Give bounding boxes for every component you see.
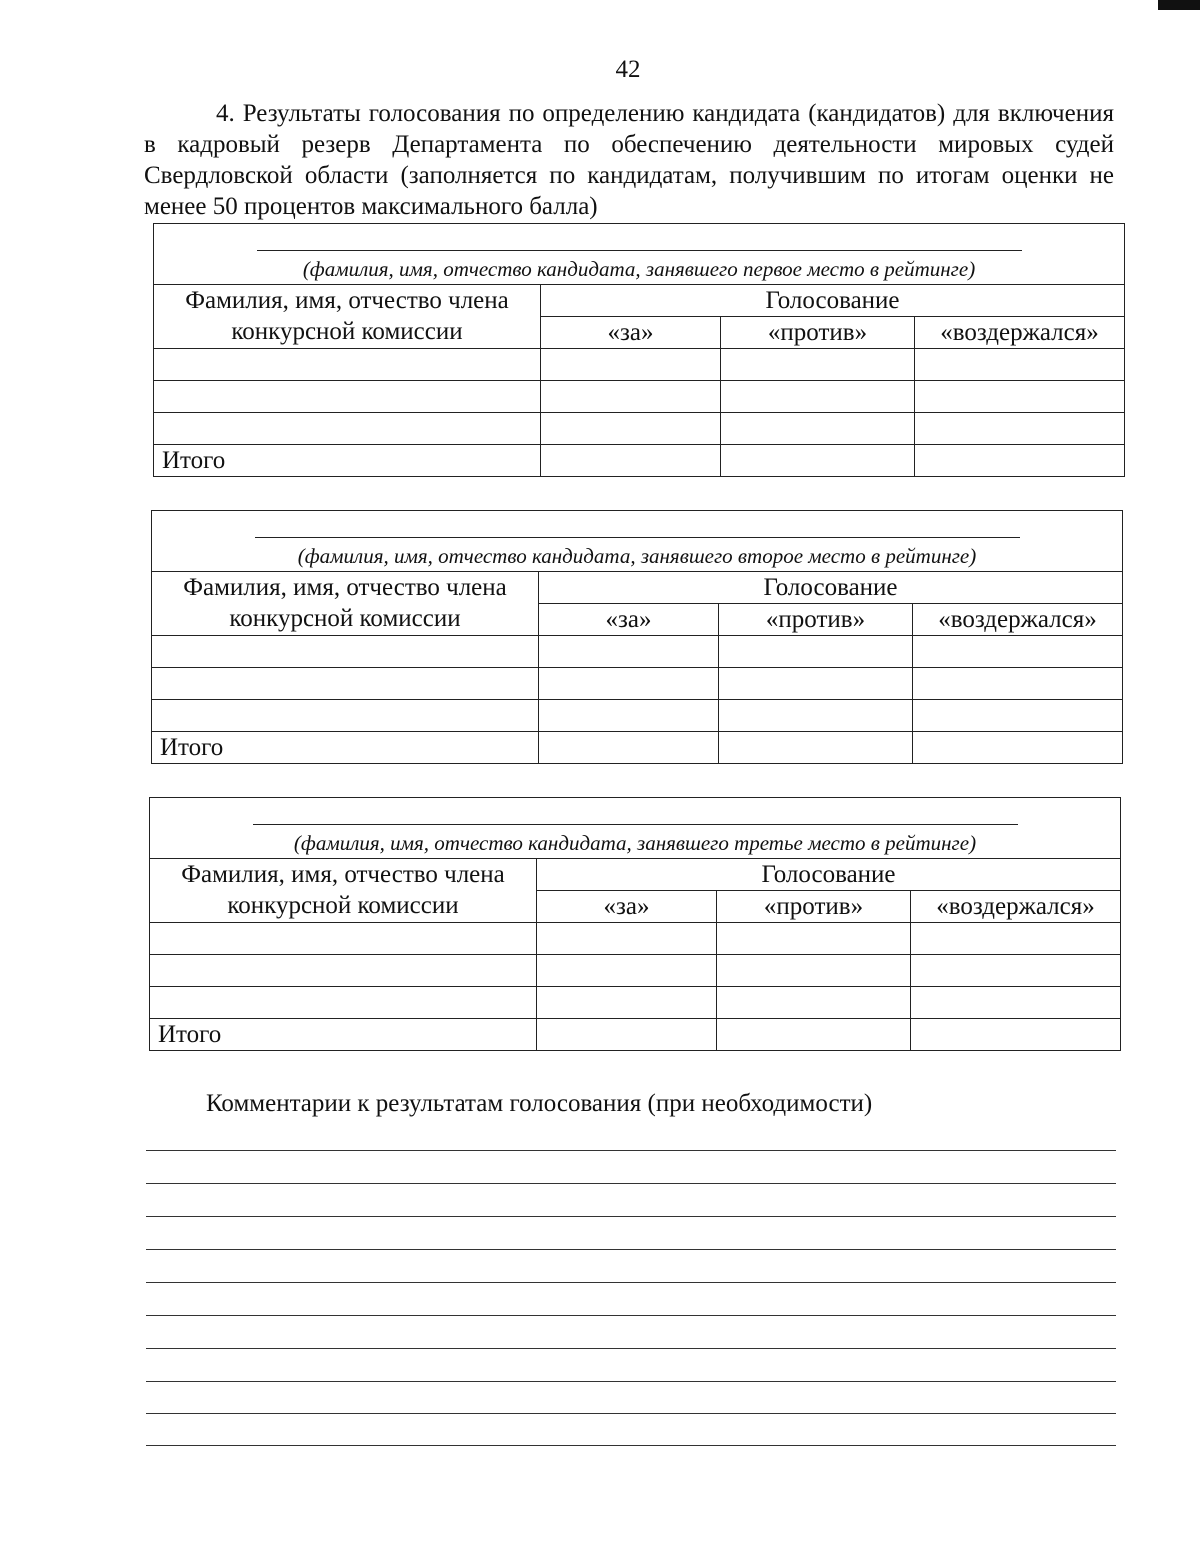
member-name-cell[interactable] [154,349,541,381]
vote-against-cell[interactable] [721,413,915,445]
vote-abstain-cell[interactable] [915,349,1125,381]
total-against-cell[interactable] [719,732,913,764]
table-row [152,700,1123,732]
total-for-cell[interactable] [537,1019,717,1051]
vote-against-cell[interactable] [717,923,911,955]
table-row [150,955,1121,987]
table-row [150,987,1121,1019]
vote-abstain-cell[interactable] [913,636,1123,668]
candidate-name-field[interactable] [150,798,1121,859]
member-name-cell[interactable] [154,413,541,445]
vote-for-cell[interactable] [539,636,719,668]
vote-for-header: «за» [539,604,719,636]
comment-line[interactable] [146,1249,1116,1250]
vote-abstain-header: «воздержался» [913,604,1123,636]
vote-against-header: «против» [721,317,915,349]
vote-for-cell[interactable] [537,923,717,955]
candidate-name-field[interactable] [154,224,1125,285]
vote-against-cell[interactable] [721,381,915,413]
vote-against-header: «против» [719,604,913,636]
comments-title: Комментарии к результатам голосования (при необходимости) [206,1090,873,1117]
total-for-cell[interactable] [541,445,721,477]
vote-against-cell[interactable] [719,668,913,700]
total-row [154,445,1125,477]
member-name-cell[interactable] [152,700,539,732]
candidate-name-field[interactable] [152,511,1123,572]
total-for-cell[interactable] [539,732,719,764]
candidate-caption: (фамилия, имя, отчество кандидата, занявшего первое место в рейтинге) [302,257,976,281]
member-name-cell[interactable] [154,381,541,413]
total-row [150,1019,1121,1051]
table-row [154,349,1125,381]
candidate-caption: (фамилия, имя, отчество кандидата, занявшего третье место в рейтинге) [293,831,977,855]
voting-header: Голосование [541,285,1125,317]
member-name-cell[interactable] [150,987,537,1019]
candidate-name-line [253,824,1018,825]
comment-line[interactable] [146,1282,1116,1283]
table-row [152,668,1123,700]
vote-against-cell[interactable] [717,987,911,1019]
comment-line[interactable] [146,1315,1116,1316]
vote-for-cell[interactable] [537,987,717,1019]
total-row [152,732,1123,764]
vote-for-header: «за» [541,317,721,349]
table-row [154,381,1125,413]
page-number: 42 [615,56,641,83]
vote-abstain-header: «воздержался» [915,317,1125,349]
table-row [152,636,1123,668]
member-name-cell[interactable] [150,923,537,955]
table-row [154,413,1125,445]
vote-for-cell[interactable] [541,349,721,381]
vote-abstain-cell[interactable] [913,700,1123,732]
vote-against-cell[interactable] [719,636,913,668]
vote-table-first-place [153,223,1124,477]
total-abstain-cell[interactable] [915,445,1125,477]
comment-line[interactable] [146,1445,1116,1446]
vote-for-cell[interactable] [537,955,717,987]
section-intro: 4. Результаты голосования по определению кандидата (кандидатов) для включения в кадровый резерв Департамента по обеспечению деятельности мировых судей Свердловской области (заполняется по кандидатам, получившим по итогам оценки не менее 50 процентов максимального балла) [144,100,1114,220]
candidate-caption: (фамилия, имя, отчество кандидата, занявшего второе место в рейтинге) [297,544,977,568]
voting-header: Голосование [537,859,1121,891]
vote-against-cell[interactable] [717,955,911,987]
voting-header: Голосование [539,572,1123,604]
candidate-name-line [255,537,1020,538]
comment-line[interactable] [146,1183,1116,1184]
member-name-cell[interactable] [152,636,539,668]
scan-edge-mark [1158,0,1200,10]
total-against-cell[interactable] [717,1019,911,1051]
comment-line[interactable] [146,1348,1116,1349]
vote-abstain-cell[interactable] [911,955,1121,987]
member-name-cell[interactable] [150,955,537,987]
vote-for-cell[interactable] [541,413,721,445]
vote-table-third-place [149,797,1120,1051]
comment-line[interactable] [146,1216,1116,1217]
vote-against-cell[interactable] [719,700,913,732]
comment-line[interactable] [146,1381,1116,1382]
member-name-header: Фамилия, имя, отчество члена конкурсной комиссии [150,859,537,923]
total-abstain-cell[interactable] [913,732,1123,764]
total-label: Итого [154,445,541,477]
vote-for-cell[interactable] [541,381,721,413]
vote-abstain-cell[interactable] [915,381,1125,413]
vote-for-cell[interactable] [539,668,719,700]
total-label: Итого [152,732,539,764]
table-row [150,923,1121,955]
vote-abstain-cell[interactable] [911,987,1121,1019]
vote-for-cell[interactable] [539,700,719,732]
vote-against-cell[interactable] [721,349,915,381]
vote-table-second-place [151,510,1122,764]
vote-abstain-cell[interactable] [913,668,1123,700]
vote-against-header: «против» [717,891,911,923]
vote-for-header: «за» [537,891,717,923]
member-name-header: Фамилия, имя, отчество члена конкурсной комиссии [154,285,541,349]
candidate-name-line [257,250,1022,251]
total-abstain-cell[interactable] [911,1019,1121,1051]
total-against-cell[interactable] [721,445,915,477]
comment-line[interactable] [146,1413,1116,1414]
member-name-header: Фамилия, имя, отчество члена конкурсной комиссии [152,572,539,636]
total-label: Итого [150,1019,537,1051]
vote-abstain-header: «воздержался» [911,891,1121,923]
comment-line[interactable] [146,1150,1116,1151]
vote-abstain-cell[interactable] [915,413,1125,445]
vote-abstain-cell[interactable] [911,923,1121,955]
member-name-cell[interactable] [152,668,539,700]
